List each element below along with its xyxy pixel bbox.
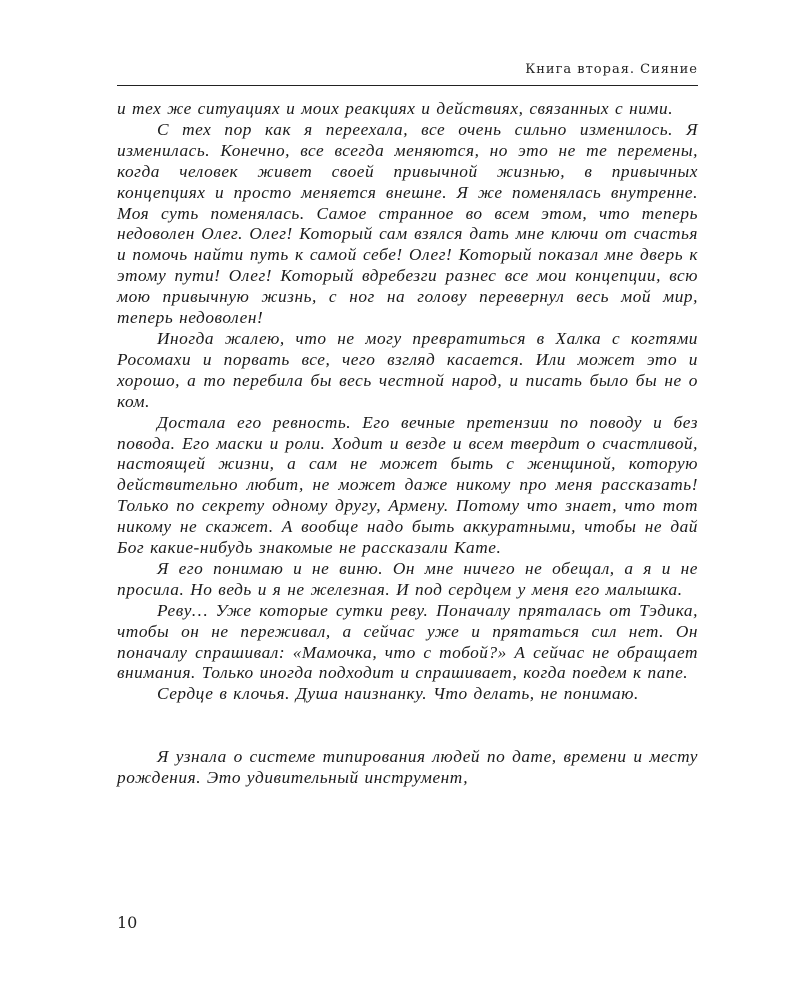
running-title: Книга вторая. Сияние [525,62,698,77]
header-rule [117,85,698,86]
body-text [117,99,698,789]
page-number: 10 [117,913,138,932]
paragraph: Сердце в клочья. Душа наизнанку. Что делать, не понимаю. [157,684,639,704]
paragraph: С тех пор как я переехала, все очень сильно изменилось. Я изменилась. Конечно, все всегда меняются, но это не те перемены, когда человек живет своей привычной жизнью, в привычных концепциях и просто меняется внешне. Я же поменялась внутренне. Моя суть поменялась. Самое странное во всем этом, что теперь недоволен Олег. Олег! Который сам взялся дать мне ключи от счастья и помочь найти путь к самой себе! Олег! Который показал мне дверь к этому пути! Олег! Который вдребезги разнес все мои концепции, всю мою привычную жизнь, с ног на голову перевернул весь мой мир, теперь недоволен! [117,119,698,328]
paragraph: Достала его ревность. Его вечные претензии по поводу и без повода. Его маски и роли. Ходит и везде и всем твердит о счастливой, настоящей жизни, а сам не может быть с женщиной, которую действительно любит, не может даже никому про меня рассказать! Только по секрету одному другу, Армену. Потому что знает, что тот никому не скажет. А вообще надо быть аккуратными, чтобы не дай Бог какие-нибудь знакомые не рассказали Кате. [117,412,698,558]
paragraph: Я узнала о системе типирования людей по дате, времени и месту рождения. Это удивительный инструмент, [117,747,698,787]
paragraph: Я его понимаю и не виню. Он мне ничего не обещал, а я и не просила. Но ведь и я не железная. И под сердцем у меня его малышка. [117,558,698,599]
paragraph: Иногда жалею, что не могу превратиться в Халка с когтями Росомахи и порвать все, чего взгляд касается. Или может это и хорошо, а то перебила бы весь честной народ, и писать было бы не о ком. [117,328,698,411]
paragraph: и тех же ситуациях и моих реакциях и действиях, связанных с ними. [117,99,674,118]
paragraph: Реву… Уже которые сутки реву. Поначалу пряталась от Тэдика, чтобы он не переживал, а сейчас уже и прятаться сил нет. Он поначалу спрашивал: «Мамочка, что с тобой?» А сейчас не обращает внимания. Только иногда подходит и спрашивает, когда поедем к папе. [117,600,698,683]
